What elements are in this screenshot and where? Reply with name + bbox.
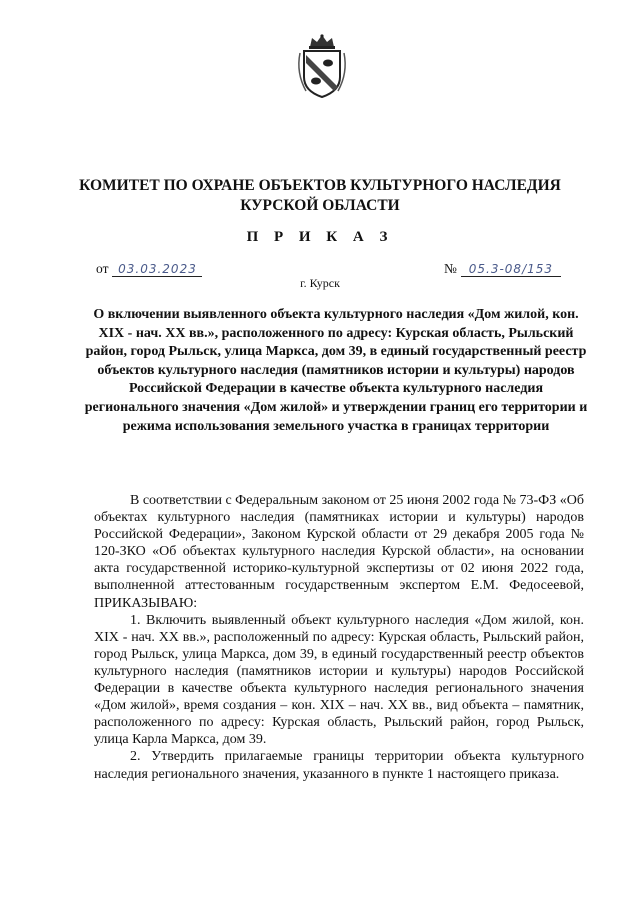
city-label: г. Курск [300,276,340,290]
order-body [94,492,584,783]
date-field [96,261,202,277]
preamble-paragraph: В соответствии с Федеральным законом от 25 июня 2002 года № 73-ФЗ «Об объектах культурного наследия (памятниках истории и культуры) народов Российской Федерации», Законом Курской области от 29 декабря 2005 года № 120-ЗКО «Об объектах культурного наследия Курской области», на основании акта государственной историко-культурной экспертизы от 02 июня 2022 года, выполненной аттестованным государственным экспертом Е.М. Федосеевой, ПРИКАЗЫВАЮ: [94,493,584,611]
number-field [444,261,561,277]
clause-2-paragraph: 2. Утвердить прилагаемые границы территории объекта культурного наследия регионального значения, указанного в пункте 1 настоящего приказа. [94,749,584,782]
date-value: 03.03.2023 [112,262,202,277]
clause-1-paragraph: 1. Включить выявленный объект культурного наследия «Дом жилой, кон. XIX - нач. XX вв.», расположенный по адресу: Курская область, Рыльский район, город Рыльск, улица Маркса, дом 39, в единый государственный реестр объектов культурного наследия (памятников истории и культуры) народов Российской Федерации в качестве объекта культурного наследия регионального значения «Дом жилой», время создания – кон. XIX – нач. XX вв., вид объекта – памятник, расположенного по адресу: Курская область, Рыльский район, город Рыльск, улица Карла Маркса, дом 39. [94,612,584,748]
document-type-title: П Р И К А З [246,229,394,245]
organization-name [0,176,640,216]
number-value: 05.3-08/153 [461,262,561,277]
date-prefix: от [96,261,109,276]
kursk-coat-of-arms-icon [294,33,350,99]
number-prefix: № [444,261,457,276]
organization-line-1: КОМИТЕТ ПО ОХРАНЕ ОБЪЕКТОВ КУЛЬТУРНОГО НАСЛЕДИЯ [79,177,561,194]
order-subject-heading: О включении выявленного объекта культурного наследия «Дом жилой, кон. XIX - нач. XX вв.», расположенного по адресу: Курская область, Рыльский район, город Рыльск, улица Маркса, дом 39, в единый государственный реестр объектов культурного наследия (памятников истории и культуры) народов Российской Федерации в качестве объекта культурного наследия регионального значения «Дом жилой» и утверждении границ его территории и режима использования земельного участка в границах территории [84,307,588,434]
organization-line-2: КУРСКОЙ ОБЛАСТИ [240,197,400,214]
